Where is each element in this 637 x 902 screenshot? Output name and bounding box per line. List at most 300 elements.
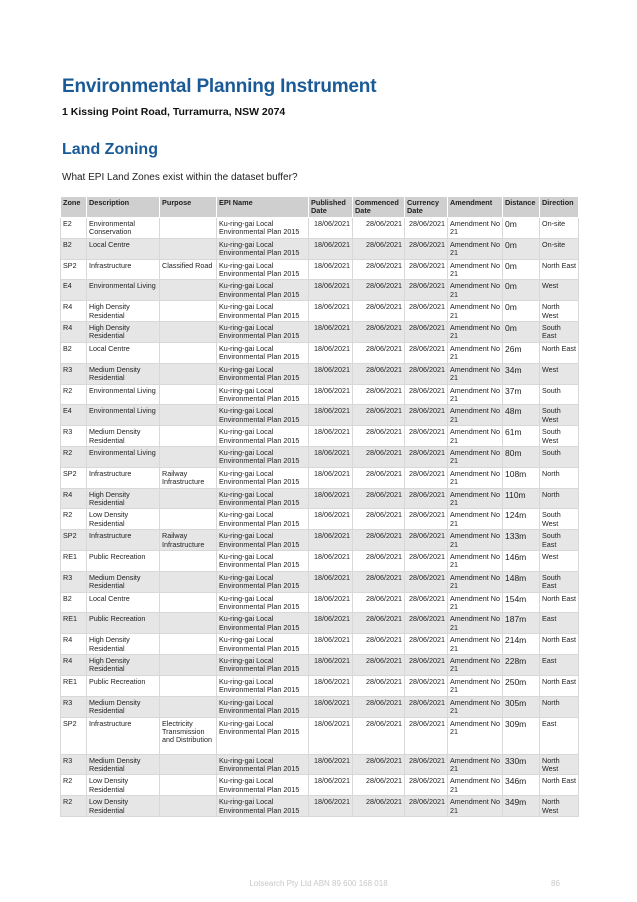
commenced-date-cell: 28/06/2021 <box>353 342 405 363</box>
zone-cell: R2 <box>61 384 87 405</box>
amendment-cell: Amendment No 21 <box>448 342 503 363</box>
published-date-cell: 18/06/2021 <box>309 342 353 363</box>
direction-cell: East <box>540 655 579 676</box>
purpose-cell <box>160 405 217 426</box>
description-cell: Low Density Residential <box>87 796 160 817</box>
table-row <box>61 238 579 259</box>
zone-cell: R3 <box>61 426 87 447</box>
table-row <box>61 342 579 363</box>
table-row <box>61 717 579 754</box>
zone-cell: E4 <box>61 280 87 301</box>
epi-name-cell: Ku-ring-gai Local Environmental Plan 2015 <box>217 405 309 426</box>
commenced-date-cell: 28/06/2021 <box>353 754 405 775</box>
table-row <box>61 426 579 447</box>
commenced-date-cell: 28/06/2021 <box>353 322 405 343</box>
commenced-date-cell: 28/06/2021 <box>353 696 405 717</box>
section-question: What EPI Land Zones exist within the dataset buffer? <box>62 172 298 183</box>
distance-cell: 0m <box>503 301 540 322</box>
currency-date-cell: 28/06/2021 <box>405 775 448 796</box>
epi-name-cell: Ku-ring-gai Local Environmental Plan 2015 <box>217 634 309 655</box>
epi-name-cell: Ku-ring-gai Local Environmental Plan 2015 <box>217 571 309 592</box>
direction-cell: South <box>540 384 579 405</box>
published-date-cell: 18/06/2021 <box>309 467 353 488</box>
epi-name-cell: Ku-ring-gai Local Environmental Plan 2015 <box>217 551 309 572</box>
amendment-cell: Amendment No 21 <box>448 551 503 572</box>
commenced-date-cell: 28/06/2021 <box>353 634 405 655</box>
zone-cell: R2 <box>61 796 87 817</box>
description-cell: High Density Residential <box>87 488 160 509</box>
purpose-cell <box>160 509 217 530</box>
currency-date-cell: 28/06/2021 <box>405 342 448 363</box>
zone-cell: R4 <box>61 322 87 343</box>
purpose-cell <box>160 655 217 676</box>
purpose-cell <box>160 754 217 775</box>
column-header-purpose: Purpose <box>160 197 217 218</box>
published-date-cell: 18/06/2021 <box>309 322 353 343</box>
currency-date-cell: 28/06/2021 <box>405 446 448 467</box>
column-header-published-date: Published Date <box>309 197 353 218</box>
epi-name-cell: Ku-ring-gai Local Environmental Plan 2015 <box>217 322 309 343</box>
published-date-cell: 18/06/2021 <box>309 551 353 572</box>
published-date-cell: 18/06/2021 <box>309 280 353 301</box>
published-date-cell: 18/06/2021 <box>309 218 353 239</box>
distance-cell: 34m <box>503 363 540 384</box>
commenced-date-cell: 28/06/2021 <box>353 571 405 592</box>
purpose-cell <box>160 488 217 509</box>
published-date-cell: 18/06/2021 <box>309 509 353 530</box>
currency-date-cell: 28/06/2021 <box>405 675 448 696</box>
table-row <box>61 634 579 655</box>
description-cell: Environmental Living <box>87 405 160 426</box>
distance-cell: 124m <box>503 509 540 530</box>
direction-cell: South East <box>540 530 579 551</box>
distance-cell: 349m <box>503 796 540 817</box>
amendment-cell: Amendment No 21 <box>448 280 503 301</box>
amendment-cell: Amendment No 21 <box>448 405 503 426</box>
direction-cell: North East <box>540 592 579 613</box>
distance-cell: 187m <box>503 613 540 634</box>
direction-cell: North West <box>540 796 579 817</box>
table-header-row <box>61 197 579 218</box>
zone-cell: RE1 <box>61 675 87 696</box>
direction-cell: South East <box>540 571 579 592</box>
direction-cell: East <box>540 717 579 754</box>
direction-cell: East <box>540 613 579 634</box>
description-cell: Medium Density Residential <box>87 696 160 717</box>
commenced-date-cell: 28/06/2021 <box>353 218 405 239</box>
distance-cell: 146m <box>503 551 540 572</box>
currency-date-cell: 28/06/2021 <box>405 717 448 754</box>
direction-cell: North West <box>540 754 579 775</box>
amendment-cell: Amendment No 21 <box>448 592 503 613</box>
direction-cell: North East <box>540 259 579 280</box>
epi-name-cell: Ku-ring-gai Local Environmental Plan 2015 <box>217 446 309 467</box>
description-cell: High Density Residential <box>87 634 160 655</box>
amendment-cell: Amendment No 21 <box>448 238 503 259</box>
column-header-commenced-date: Commenced Date <box>353 197 405 218</box>
amendment-cell: Amendment No 21 <box>448 467 503 488</box>
purpose-cell <box>160 696 217 717</box>
amendment-cell: Amendment No 21 <box>448 426 503 447</box>
published-date-cell: 18/06/2021 <box>309 238 353 259</box>
currency-date-cell: 28/06/2021 <box>405 551 448 572</box>
description-cell: Infrastructure <box>87 259 160 280</box>
distance-cell: 37m <box>503 384 540 405</box>
direction-cell: On-site <box>540 218 579 239</box>
direction-cell: South West <box>540 509 579 530</box>
distance-cell: 80m <box>503 446 540 467</box>
commenced-date-cell: 28/06/2021 <box>353 238 405 259</box>
table-row <box>61 592 579 613</box>
purpose-cell <box>160 363 217 384</box>
zone-cell: SP2 <box>61 467 87 488</box>
site-address: 1 Kissing Point Road, Turramurra, NSW 2074 <box>62 106 286 118</box>
epi-name-cell: Ku-ring-gai Local Environmental Plan 2015 <box>217 488 309 509</box>
currency-date-cell: 28/06/2021 <box>405 218 448 239</box>
amendment-cell: Amendment No 21 <box>448 446 503 467</box>
epi-name-cell: Ku-ring-gai Local Environmental Plan 2015 <box>217 301 309 322</box>
zone-cell: SP2 <box>61 717 87 754</box>
land-zoning-table <box>60 196 579 817</box>
direction-cell: North East <box>540 634 579 655</box>
zone-cell: RE1 <box>61 613 87 634</box>
epi-name-cell: Ku-ring-gai Local Environmental Plan 2015 <box>217 655 309 676</box>
direction-cell: On-site <box>540 238 579 259</box>
published-date-cell: 18/06/2021 <box>309 405 353 426</box>
commenced-date-cell: 28/06/2021 <box>353 796 405 817</box>
epi-name-cell: Ku-ring-gai Local Environmental Plan 2015 <box>217 530 309 551</box>
purpose-cell <box>160 342 217 363</box>
direction-cell: South <box>540 446 579 467</box>
published-date-cell: 18/06/2021 <box>309 426 353 447</box>
table-row <box>61 280 579 301</box>
description-cell: Medium Density Residential <box>87 426 160 447</box>
purpose-cell <box>160 796 217 817</box>
direction-cell: North <box>540 696 579 717</box>
zone-cell: E4 <box>61 405 87 426</box>
direction-cell: South East <box>540 322 579 343</box>
description-cell: High Density Residential <box>87 655 160 676</box>
zone-cell: R4 <box>61 655 87 676</box>
published-date-cell: 18/06/2021 <box>309 530 353 551</box>
zone-cell: R4 <box>61 488 87 509</box>
zone-cell: B2 <box>61 342 87 363</box>
commenced-date-cell: 28/06/2021 <box>353 301 405 322</box>
epi-name-cell: Ku-ring-gai Local Environmental Plan 2015 <box>217 280 309 301</box>
distance-cell: 108m <box>503 467 540 488</box>
amendment-cell: Amendment No 21 <box>448 754 503 775</box>
published-date-cell: 18/06/2021 <box>309 754 353 775</box>
zone-cell: R2 <box>61 446 87 467</box>
table-row <box>61 218 579 239</box>
description-cell: Local Centre <box>87 592 160 613</box>
distance-cell: 0m <box>503 218 540 239</box>
purpose-cell <box>160 238 217 259</box>
zone-cell: B2 <box>61 592 87 613</box>
purpose-cell <box>160 384 217 405</box>
description-cell: Infrastructure <box>87 530 160 551</box>
commenced-date-cell: 28/06/2021 <box>353 551 405 572</box>
published-date-cell: 18/06/2021 <box>309 488 353 509</box>
column-header-epi-name: EPI Name <box>217 197 309 218</box>
currency-date-cell: 28/06/2021 <box>405 405 448 426</box>
commenced-date-cell: 28/06/2021 <box>353 259 405 280</box>
table-row <box>61 696 579 717</box>
commenced-date-cell: 28/06/2021 <box>353 717 405 754</box>
distance-cell: 214m <box>503 634 540 655</box>
table-row <box>61 655 579 676</box>
zone-cell: R4 <box>61 301 87 322</box>
amendment-cell: Amendment No 21 <box>448 530 503 551</box>
description-cell: Environmental Living <box>87 280 160 301</box>
currency-date-cell: 28/06/2021 <box>405 322 448 343</box>
table-row <box>61 384 579 405</box>
published-date-cell: 18/06/2021 <box>309 775 353 796</box>
commenced-date-cell: 28/06/2021 <box>353 405 405 426</box>
purpose-cell: Railway Infrastructure <box>160 530 217 551</box>
published-date-cell: 18/06/2021 <box>309 384 353 405</box>
published-date-cell: 18/06/2021 <box>309 655 353 676</box>
distance-cell: 133m <box>503 530 540 551</box>
purpose-cell <box>160 592 217 613</box>
epi-name-cell: Ku-ring-gai Local Environmental Plan 2015 <box>217 717 309 754</box>
table-row <box>61 530 579 551</box>
distance-cell: 0m <box>503 238 540 259</box>
commenced-date-cell: 28/06/2021 <box>353 530 405 551</box>
table-row <box>61 446 579 467</box>
commenced-date-cell: 28/06/2021 <box>353 509 405 530</box>
epi-name-cell: Ku-ring-gai Local Environmental Plan 2015 <box>217 675 309 696</box>
published-date-cell: 18/06/2021 <box>309 571 353 592</box>
published-date-cell: 18/06/2021 <box>309 592 353 613</box>
published-date-cell: 18/06/2021 <box>309 301 353 322</box>
purpose-cell <box>160 571 217 592</box>
currency-date-cell: 28/06/2021 <box>405 530 448 551</box>
amendment-cell: Amendment No 21 <box>448 717 503 754</box>
published-date-cell: 18/06/2021 <box>309 613 353 634</box>
table-row <box>61 796 579 817</box>
direction-cell: North <box>540 488 579 509</box>
distance-cell: 330m <box>503 754 540 775</box>
commenced-date-cell: 28/06/2021 <box>353 675 405 696</box>
footer-company: Lotsearch Pty Ltd ABN 89 600 168 018 <box>249 879 388 888</box>
table-row <box>61 488 579 509</box>
distance-cell: 0m <box>503 322 540 343</box>
amendment-cell: Amendment No 21 <box>448 488 503 509</box>
direction-cell: West <box>540 551 579 572</box>
table-row <box>61 675 579 696</box>
table-row <box>61 363 579 384</box>
description-cell: Environmental Living <box>87 384 160 405</box>
table-row <box>61 571 579 592</box>
purpose-cell: Railway Infrastructure <box>160 467 217 488</box>
amendment-cell: Amendment No 21 <box>448 613 503 634</box>
currency-date-cell: 28/06/2021 <box>405 509 448 530</box>
purpose-cell <box>160 634 217 655</box>
table-row <box>61 322 579 343</box>
distance-cell: 110m <box>503 488 540 509</box>
direction-cell: North <box>540 467 579 488</box>
commenced-date-cell: 28/06/2021 <box>353 280 405 301</box>
distance-cell: 154m <box>503 592 540 613</box>
column-header-currency-date: Currency Date <box>405 197 448 218</box>
description-cell: Infrastructure <box>87 467 160 488</box>
published-date-cell: 18/06/2021 <box>309 696 353 717</box>
distance-cell: 0m <box>503 259 540 280</box>
table-row <box>61 259 579 280</box>
purpose-cell <box>160 775 217 796</box>
column-header-description: Description <box>87 197 160 218</box>
zone-cell: R3 <box>61 696 87 717</box>
published-date-cell: 18/06/2021 <box>309 363 353 384</box>
direction-cell: South West <box>540 405 579 426</box>
currency-date-cell: 28/06/2021 <box>405 571 448 592</box>
distance-cell: 148m <box>503 571 540 592</box>
purpose-cell <box>160 426 217 447</box>
purpose-cell: Classified Road <box>160 259 217 280</box>
published-date-cell: 18/06/2021 <box>309 634 353 655</box>
currency-date-cell: 28/06/2021 <box>405 796 448 817</box>
amendment-cell: Amendment No 21 <box>448 571 503 592</box>
currency-date-cell: 28/06/2021 <box>405 634 448 655</box>
zone-cell: R3 <box>61 363 87 384</box>
epi-name-cell: Ku-ring-gai Local Environmental Plan 2015 <box>217 613 309 634</box>
commenced-date-cell: 28/06/2021 <box>353 446 405 467</box>
direction-cell: West <box>540 280 579 301</box>
epi-name-cell: Ku-ring-gai Local Environmental Plan 2015 <box>217 775 309 796</box>
epi-name-cell: Ku-ring-gai Local Environmental Plan 2015 <box>217 259 309 280</box>
table-row <box>61 467 579 488</box>
direction-cell: North East <box>540 342 579 363</box>
description-cell: Low Density Residential <box>87 775 160 796</box>
currency-date-cell: 28/06/2021 <box>405 655 448 676</box>
epi-name-cell: Ku-ring-gai Local Environmental Plan 2015 <box>217 796 309 817</box>
column-header-amendment: Amendment <box>448 197 503 218</box>
amendment-cell: Amendment No 21 <box>448 259 503 280</box>
currency-date-cell: 28/06/2021 <box>405 754 448 775</box>
amendment-cell: Amendment No 21 <box>448 509 503 530</box>
description-cell: Public Recreation <box>87 613 160 634</box>
currency-date-cell: 28/06/2021 <box>405 696 448 717</box>
zone-cell: SP2 <box>61 259 87 280</box>
commenced-date-cell: 28/06/2021 <box>353 363 405 384</box>
epi-name-cell: Ku-ring-gai Local Environmental Plan 2015 <box>217 363 309 384</box>
amendment-cell: Amendment No 21 <box>448 301 503 322</box>
epi-name-cell: Ku-ring-gai Local Environmental Plan 2015 <box>217 238 309 259</box>
table-row <box>61 301 579 322</box>
zone-cell: RE1 <box>61 551 87 572</box>
zone-cell: R3 <box>61 754 87 775</box>
published-date-cell: 18/06/2021 <box>309 717 353 754</box>
description-cell: High Density Residential <box>87 301 160 322</box>
section-title: Land Zoning <box>62 141 158 158</box>
direction-cell: West <box>540 363 579 384</box>
epi-name-cell: Ku-ring-gai Local Environmental Plan 2015 <box>217 218 309 239</box>
amendment-cell: Amendment No 21 <box>448 363 503 384</box>
purpose-cell <box>160 280 217 301</box>
currency-date-cell: 28/06/2021 <box>405 363 448 384</box>
currency-date-cell: 28/06/2021 <box>405 238 448 259</box>
description-cell: Medium Density Residential <box>87 754 160 775</box>
currency-date-cell: 28/06/2021 <box>405 259 448 280</box>
commenced-date-cell: 28/06/2021 <box>353 592 405 613</box>
description-cell: Environmental Conservation <box>87 218 160 239</box>
table-row <box>61 509 579 530</box>
commenced-date-cell: 28/06/2021 <box>353 467 405 488</box>
description-cell: Infrastructure <box>87 717 160 754</box>
amendment-cell: Amendment No 21 <box>448 218 503 239</box>
commenced-date-cell: 28/06/2021 <box>353 426 405 447</box>
distance-cell: 309m <box>503 717 540 754</box>
commenced-date-cell: 28/06/2021 <box>353 613 405 634</box>
epi-name-cell: Ku-ring-gai Local Environmental Plan 2015 <box>217 467 309 488</box>
distance-cell: 346m <box>503 775 540 796</box>
currency-date-cell: 28/06/2021 <box>405 467 448 488</box>
epi-name-cell: Ku-ring-gai Local Environmental Plan 2015 <box>217 426 309 447</box>
description-cell: Local Centre <box>87 238 160 259</box>
direction-cell: North West <box>540 301 579 322</box>
currency-date-cell: 28/06/2021 <box>405 592 448 613</box>
column-header-direction: Direction <box>540 197 579 218</box>
table-row <box>61 405 579 426</box>
epi-name-cell: Ku-ring-gai Local Environmental Plan 2015 <box>217 696 309 717</box>
purpose-cell <box>160 551 217 572</box>
column-header-zone: Zone <box>61 197 87 218</box>
distance-cell: 228m <box>503 655 540 676</box>
published-date-cell: 18/06/2021 <box>309 675 353 696</box>
description-cell: Medium Density Residential <box>87 363 160 384</box>
epi-name-cell: Ku-ring-gai Local Environmental Plan 2015 <box>217 754 309 775</box>
distance-cell: 61m <box>503 426 540 447</box>
description-cell: Medium Density Residential <box>87 571 160 592</box>
amendment-cell: Amendment No 21 <box>448 384 503 405</box>
purpose-cell <box>160 613 217 634</box>
currency-date-cell: 28/06/2021 <box>405 301 448 322</box>
amendment-cell: Amendment No 21 <box>448 796 503 817</box>
footer-page-number: 86 <box>551 879 560 888</box>
table-row <box>61 775 579 796</box>
description-cell: Environmental Living <box>87 446 160 467</box>
description-cell: Public Recreation <box>87 551 160 572</box>
amendment-cell: Amendment No 21 <box>448 655 503 676</box>
commenced-date-cell: 28/06/2021 <box>353 655 405 676</box>
distance-cell: 305m <box>503 696 540 717</box>
published-date-cell: 18/06/2021 <box>309 259 353 280</box>
commenced-date-cell: 28/06/2021 <box>353 488 405 509</box>
direction-cell: South West <box>540 426 579 447</box>
amendment-cell: Amendment No 21 <box>448 696 503 717</box>
currency-date-cell: 28/06/2021 <box>405 613 448 634</box>
table-row <box>61 754 579 775</box>
zone-cell: R2 <box>61 775 87 796</box>
description-cell: Local Centre <box>87 342 160 363</box>
table-row <box>61 551 579 572</box>
purpose-cell <box>160 322 217 343</box>
epi-name-cell: Ku-ring-gai Local Environmental Plan 2015 <box>217 342 309 363</box>
currency-date-cell: 28/06/2021 <box>405 280 448 301</box>
currency-date-cell: 28/06/2021 <box>405 488 448 509</box>
zone-cell: R2 <box>61 509 87 530</box>
epi-name-cell: Ku-ring-gai Local Environmental Plan 2015 <box>217 384 309 405</box>
purpose-cell: Electricity Transmission and Distribution <box>160 717 217 754</box>
amendment-cell: Amendment No 21 <box>448 322 503 343</box>
description-cell: High Density Residential <box>87 322 160 343</box>
direction-cell: North East <box>540 775 579 796</box>
purpose-cell <box>160 446 217 467</box>
page-title: Environmental Planning Instrument <box>62 76 377 97</box>
column-header-distance: Distance <box>503 197 540 218</box>
zone-cell: E2 <box>61 218 87 239</box>
